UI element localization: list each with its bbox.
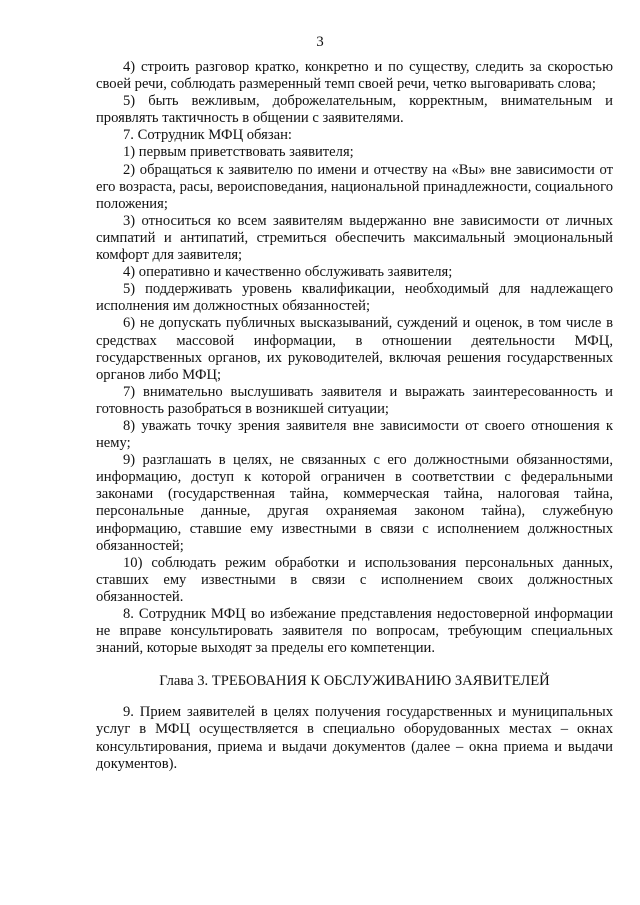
paragraph-duty-9: 9) разглашать в целях, не связанных с его должностными обязанностями, информацию, доступ к которой ограничен в соответствии с федеральными законами (государственная тайна, коммерческая тайна, налоговая тайна, персональные данные, другая охраняемая законом тайна), служебную информацию, ставшие ему известными в связи с исполнением должностных обязанностей; bbox=[96, 452, 613, 554]
paragraph-duty-5: 5) поддерживать уровень квалификации, необходимый для надлежащего исполнения им должностных обязанностей; bbox=[96, 281, 613, 315]
page-number: 3 bbox=[316, 34, 324, 50]
paragraph-duty-6: 6) не допускать публичных высказываний, суждений и оценок, в том числе в средствах массовой информации, в отношении деятельности МФЦ, государственных органов, их руководителей, включая решения государственных органов либо МФЦ; bbox=[96, 315, 613, 383]
chapter-heading: Глава 3. ТРЕБОВАНИЯ К ОБСЛУЖИВАНИЮ ЗАЯВИТЕЛЕЙ bbox=[159, 673, 550, 690]
paragraph-duty-8: 8) уважать точку зрения заявителя вне зависимости от своего отношения к нему; bbox=[96, 417, 613, 452]
paragraph-duty-3: 3) относиться ко всем заявителям выдержанно вне зависимости от личных симпатий и антипатий, стремиться обеспечить максимальный эмоциональный комфорт для заявителя; bbox=[96, 212, 613, 264]
paragraph-duty-2: 2) обращаться к заявителю по имени и отчеству на «Вы» вне зависимости от его возраста, расы, вероисповедания, национальной принадлежности, социального положения; bbox=[96, 161, 613, 212]
paragraph-section-9: 9. Прием заявителей в целях получения государственных и муниципальных услуг в МФЦ осуществляется в специально оборудованных местах – окнах консультирования, приема и выдачи документов (далее – окна приема и выдачи документов). bbox=[96, 704, 613, 772]
document-body bbox=[96, 59, 613, 773]
paragraph-duty-4: 4) оперативно и качественно обслуживать заявителя; bbox=[123, 264, 453, 281]
paragraph-item-4-speech: 4) строить разговор кратко, конкретно и по существу, следить за скоростью своей речи, соблюдать размеренный темп своей речи, четко выговаривать слова; bbox=[96, 59, 613, 93]
paragraph-duty-7: 7) внимательно выслушивать заявителя и выражать заинтересованность и готовность разобраться в возникшей ситуации; bbox=[96, 383, 613, 417]
paragraph-section-7-title: 7. Сотрудник МФЦ обязан: bbox=[123, 127, 292, 144]
paragraph-section-8: 8. Сотрудник МФЦ во избежание представления недостоверной информации не вправе консультировать заявителя по вопросам, требующим специальных знаний, которые выходят за пределы его компетенции. bbox=[96, 606, 613, 657]
paragraph-duty-1: 1) первым приветствовать заявителя; bbox=[123, 144, 354, 161]
paragraph-duty-10: 10) соблюдать режим обработки и использования персональных данных, ставших ему известными в связи с исполнением своих должностных обязанностей. bbox=[96, 554, 613, 605]
paragraph-item-5-politeness: 5) быть вежливым, доброжелательным, корректным, внимательным и проявлять тактичность в общении с заявителями. bbox=[96, 93, 613, 127]
